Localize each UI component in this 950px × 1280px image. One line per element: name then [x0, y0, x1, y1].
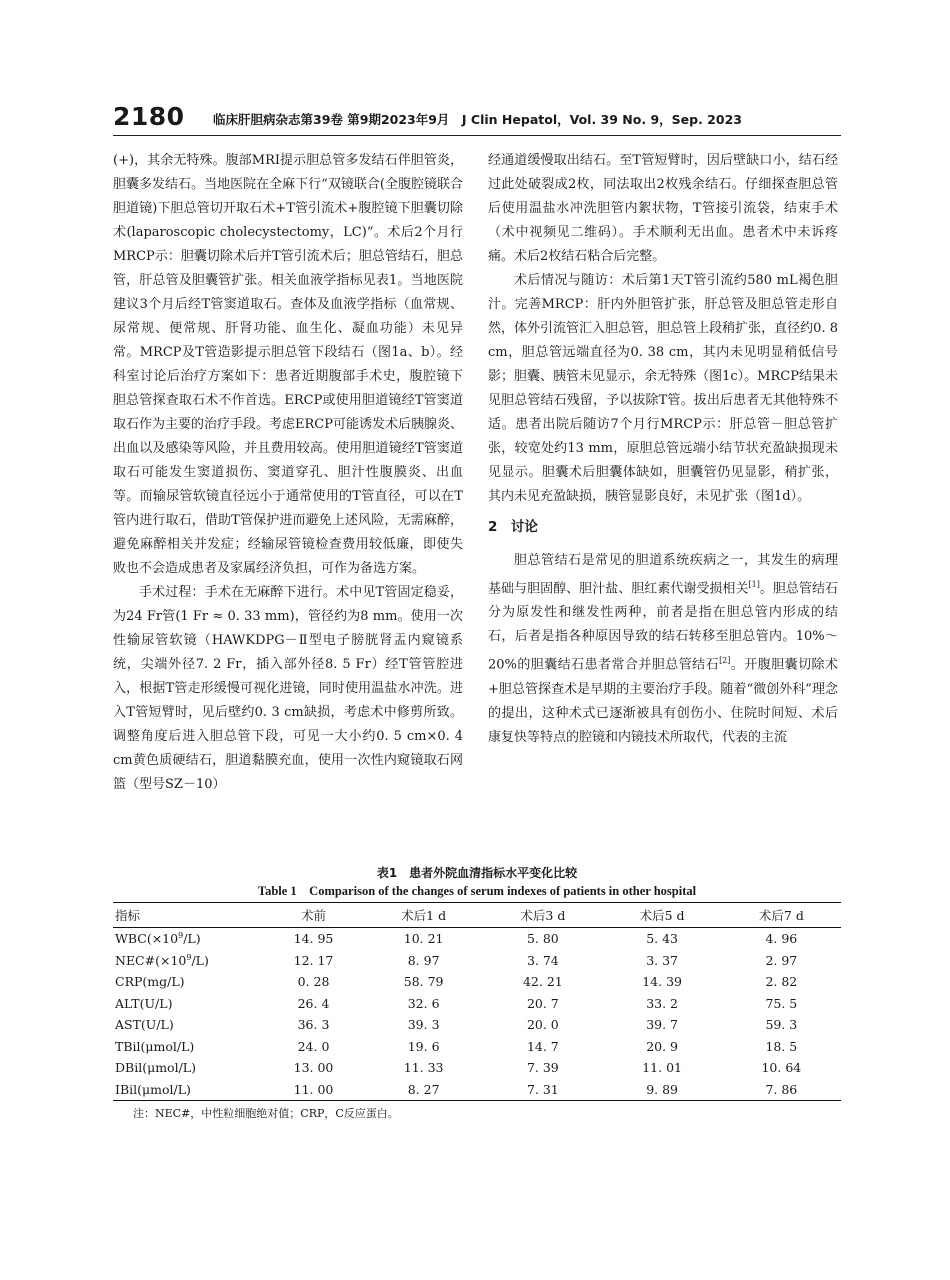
table-header-cell: 术前 — [263, 903, 364, 928]
table-cell: 36. 3 — [297, 1017, 330, 1033]
table-cell: 11. 00 — [263, 1079, 364, 1101]
label-text: ALT(U/L) — [115, 995, 173, 1011]
table-cell: 5. 80 — [526, 931, 559, 947]
page-number: 2180 — [113, 102, 185, 131]
label-superscript: 9 — [178, 931, 184, 941]
table-cell: 32. 6 — [407, 995, 440, 1011]
table-caption-cn: 表1 患者外院血清指标水平变化比较 — [376, 866, 578, 880]
label-text: DBil(μmol/L) — [115, 1060, 196, 1076]
table-cell: 14. 7 — [526, 1038, 559, 1054]
page-header — [113, 102, 853, 142]
table-cell: 4. 96 — [765, 931, 798, 947]
table-row-label — [113, 993, 263, 1015]
section-heading-discussion: 2 讨论 — [488, 519, 538, 535]
discussion-text-2: 。胆总管结石分为原发性和继发性两种，前者是指在胆总管内形成的结石，后者是指各种原因导致的结石转移至胆总管内。10%～20%的胆囊结石患者常合并胆总管结石 — [488, 581, 838, 673]
table-cell: 3. 37 — [646, 952, 678, 968]
serum-index-table — [113, 902, 841, 1101]
table-header-row — [113, 903, 841, 928]
label-text: NEC#(×10 — [115, 952, 187, 968]
table-cell: 58. 79 — [403, 974, 444, 990]
table-row — [113, 971, 841, 993]
table-cell: 20. 7 — [526, 995, 559, 1011]
table-header-cell: 指标 — [113, 903, 263, 928]
table-cell: 8. 27 — [364, 1079, 483, 1101]
label-text: CRP(mg/L) — [115, 974, 185, 990]
label-text: TBil(μmol/L) — [115, 1038, 195, 1054]
table-cell: 10. 64 — [761, 1060, 802, 1076]
table-row-label — [113, 971, 263, 993]
table-row-label — [113, 1036, 263, 1058]
table-header-cell: 术后1 d — [364, 903, 483, 928]
table-cell: 7. 86 — [722, 1079, 841, 1101]
table-cell: 24. 0 — [297, 1038, 330, 1054]
table-row — [113, 1014, 841, 1036]
table-cell: 10. 21 — [403, 931, 444, 947]
table-cell: 39. 7 — [646, 1017, 678, 1033]
table-row — [113, 1057, 841, 1079]
label-superscript: 9 — [186, 952, 192, 962]
table-cell: 2. 97 — [765, 952, 798, 968]
table-row-label — [113, 950, 263, 972]
table-header-cell: 术后5 d — [602, 903, 721, 928]
table-cell: 14. 39 — [642, 974, 682, 990]
left-column — [113, 149, 463, 797]
table-cell: 12. 17 — [293, 952, 334, 968]
discussion-paragraph — [488, 549, 838, 750]
procedure-continued-paragraph: 经通道缓慢取出结石。至T管短臂时，因后壁缺口小，结石经过此处破裂成2枚，同法取出2枚残余结石。仔细探查胆总管后使用温盐水冲洗胆管内絮状物，T管接引流袋，结束手术（术中视频见二维码）。手术顺利无出血。患者术中未诉疼痛。术后2枚结石粘合后完整。 — [488, 153, 838, 264]
header-rule — [113, 135, 841, 136]
table-cell: 7. 39 — [526, 1060, 559, 1076]
table-caption-en: Table 1 Comparison of the changes of serum indexes of patients in other hospital — [257, 884, 697, 898]
table-cell: 14. 95 — [293, 931, 334, 947]
journal-running-head: 临床肝胆病杂志第39卷 第9期2023年9月 J Clin Hepatol，Vol. 39 No. 9，Sep. 2023 — [213, 112, 742, 127]
table-row-label — [113, 1057, 263, 1079]
table-cell: 26. 4 — [297, 995, 330, 1011]
followup-paragraph: 术后情况与随访：术后第1天T管引流约580 mL褐色胆汁。完善MRCP：肝内外胆管扩张，肝总管及胆总管走形自然，体外引流管汇入胆总管，胆总管上段稍扩张，直径约0. 8 cm，胆总管远端直径为0. 38 cm，其内未见明显稍低信号影；胆囊、胰管未见显示，余无特殊（图1c）。MRCP结果未见胆总管结石残留，予以拔除T管。拔出后患者无其他特殊不适。患者出院后随访7个月行MRCP示：肝总管－胆总管扩张，较宽处约13 mm，原胆总管远端小结节状充盈缺损现未见显示。胆囊术后胆囊体缺如，胆囊管仍见显影，稍扩张，其内未见充盈缺损，胰管显影良好，未见扩张（图1d）。 — [488, 273, 838, 504]
label-text: IBil(μmol/L) — [115, 1081, 191, 1097]
table-row-label — [113, 1014, 263, 1036]
table-cell: 0. 28 — [297, 974, 330, 990]
table-cell: 33. 2 — [646, 995, 678, 1011]
table-note: 注：NEC#，中性粒细胞绝对值；CRP，C反应蛋白。 — [133, 1107, 399, 1120]
table-cell: 11. 33 — [403, 1060, 444, 1076]
table-cell: 20. 9 — [646, 1038, 678, 1054]
table-cell: 75. 5 — [765, 995, 798, 1011]
table-cell: 3. 74 — [526, 952, 559, 968]
table-cell: 5. 43 — [646, 931, 678, 947]
table-cell: 59. 3 — [765, 1017, 798, 1033]
table-row — [113, 1079, 841, 1101]
table-cell: 18. 5 — [765, 1038, 798, 1054]
table-cell: 13. 00 — [293, 1060, 334, 1076]
table-cell: 2. 82 — [765, 974, 798, 990]
label-text: /L) — [183, 931, 201, 947]
table-cell: 9. 89 — [602, 1079, 721, 1101]
discussion-text-1: 胆总管结石是常见的胆道系统疾病之一，其发生的病理基础与胆固醇、胆汁盐、胆红素代谢受损相关 — [488, 553, 838, 597]
table-body — [113, 928, 841, 1101]
discussion-text-3: 。开腹胆囊切除术+胆总管探查术是早期的主要治疗手段。随着“微创外科”理念的提出，这种术式已逐渐被具有创伤小、住院时间短、术后康复快等特点的腔镜和内镜技术所取代，代表的主流 — [488, 657, 838, 745]
label-text: WBC(×10 — [115, 931, 179, 947]
table-cell: 11. 01 — [642, 1060, 682, 1076]
procedure-paragraph: 手术过程：手术在无麻醉下进行。术中见T管固定稳妥，为24 Fr管(1 Fr ≈ 0. 33 mm)，管径约为8 mm。使用一次性输尿管软镜（HAWKDPG－Ⅱ型电子膀胱肾盂内窥镜系统，尖端外径7. 2 Fr，插入部外径8. 5 Fr）经T管管腔进入，根据T管走形缓慢可视化进镜，同时使用温盐水冲洗。进入T管短臂时，见后壁约0. 3 cm缺损，考虑术中修剪所致。调整角度后进入胆总管下段，可见一大小约0. 5 cm×0. 4 cm黄色质硬结石，胆道黏膜充血，使用一次性内窥镜取石网篮（型号SZ－10） — [113, 585, 463, 792]
table-cell: 19. 6 — [407, 1038, 440, 1054]
table-cell: 7. 31 — [483, 1079, 602, 1101]
table-1 — [113, 864, 841, 1121]
table-cell: 39. 3 — [407, 1017, 440, 1033]
table-row-label — [113, 928, 263, 950]
citation-ref-2: [2] — [719, 656, 731, 666]
label-text: AST(U/L) — [115, 1017, 174, 1033]
table-row — [113, 950, 841, 972]
case-history-paragraph: (+)，其余无特殊。腹部MRI提示胆总管多发结石伴胆管炎，胆囊多发结石。当地医院在全麻下行“双镜联合(全腹腔镜联合胆道镜)下胆总管切开取石术+T管引流术+腹腔镜下胆囊切除术(laparoscopic cholecystectomy，LC)”。术后2个月行MRCP示：胆囊切除术后并T管引流术后；胆总管结石，胆总管，肝总管及胆囊管扩张。相关血液学指标见表1。当地医院建议3个月后经T管窦道取石。查体及血液学指标（血常规、尿常规、便常规、肝肾功能、血生化、凝血功能）未见异常。MRCP及T管造影提示胆总管下段结石（图1a、b）。经科室讨论后治疗方案如下：患者近期腹部手术史，腹腔镜下胆总管探查取石术不作首选。ERCP或使用胆道镜经T管窦道取石作为主要的治疗手段。考虑ERCP可能诱发术后胰腺炎、出血以及感染等风险，并且费用较高。使用胆道镜经T管窦道取石可能发生窦道损伤、窦道穿孔、胆汁性腹膜炎、出血等。而输尿管软镜直径远小于通常使用的T管直径，可以在T管内进行取石，借助T管保护进而避免上述风险，无需麻醉，避免麻醉相关并发症；经输尿管镜检查费用较低廉，即使失败也不会造成患者及家属经济负担，可作为备选方案。 — [113, 153, 463, 576]
label-text: /L) — [191, 952, 209, 968]
table-row — [113, 993, 841, 1015]
table-row — [113, 928, 841, 950]
right-column — [488, 149, 838, 750]
table-cell: 20. 0 — [526, 1017, 559, 1033]
table-row — [113, 1036, 841, 1058]
citation-ref-1: [1] — [748, 580, 760, 589]
table-header-cell: 术后3 d — [483, 903, 602, 928]
table-cell: 8. 97 — [407, 952, 440, 968]
table-cell: 42. 21 — [522, 974, 563, 990]
table-header-cell: 术后7 d — [722, 903, 841, 928]
table-row-label — [113, 1079, 263, 1101]
